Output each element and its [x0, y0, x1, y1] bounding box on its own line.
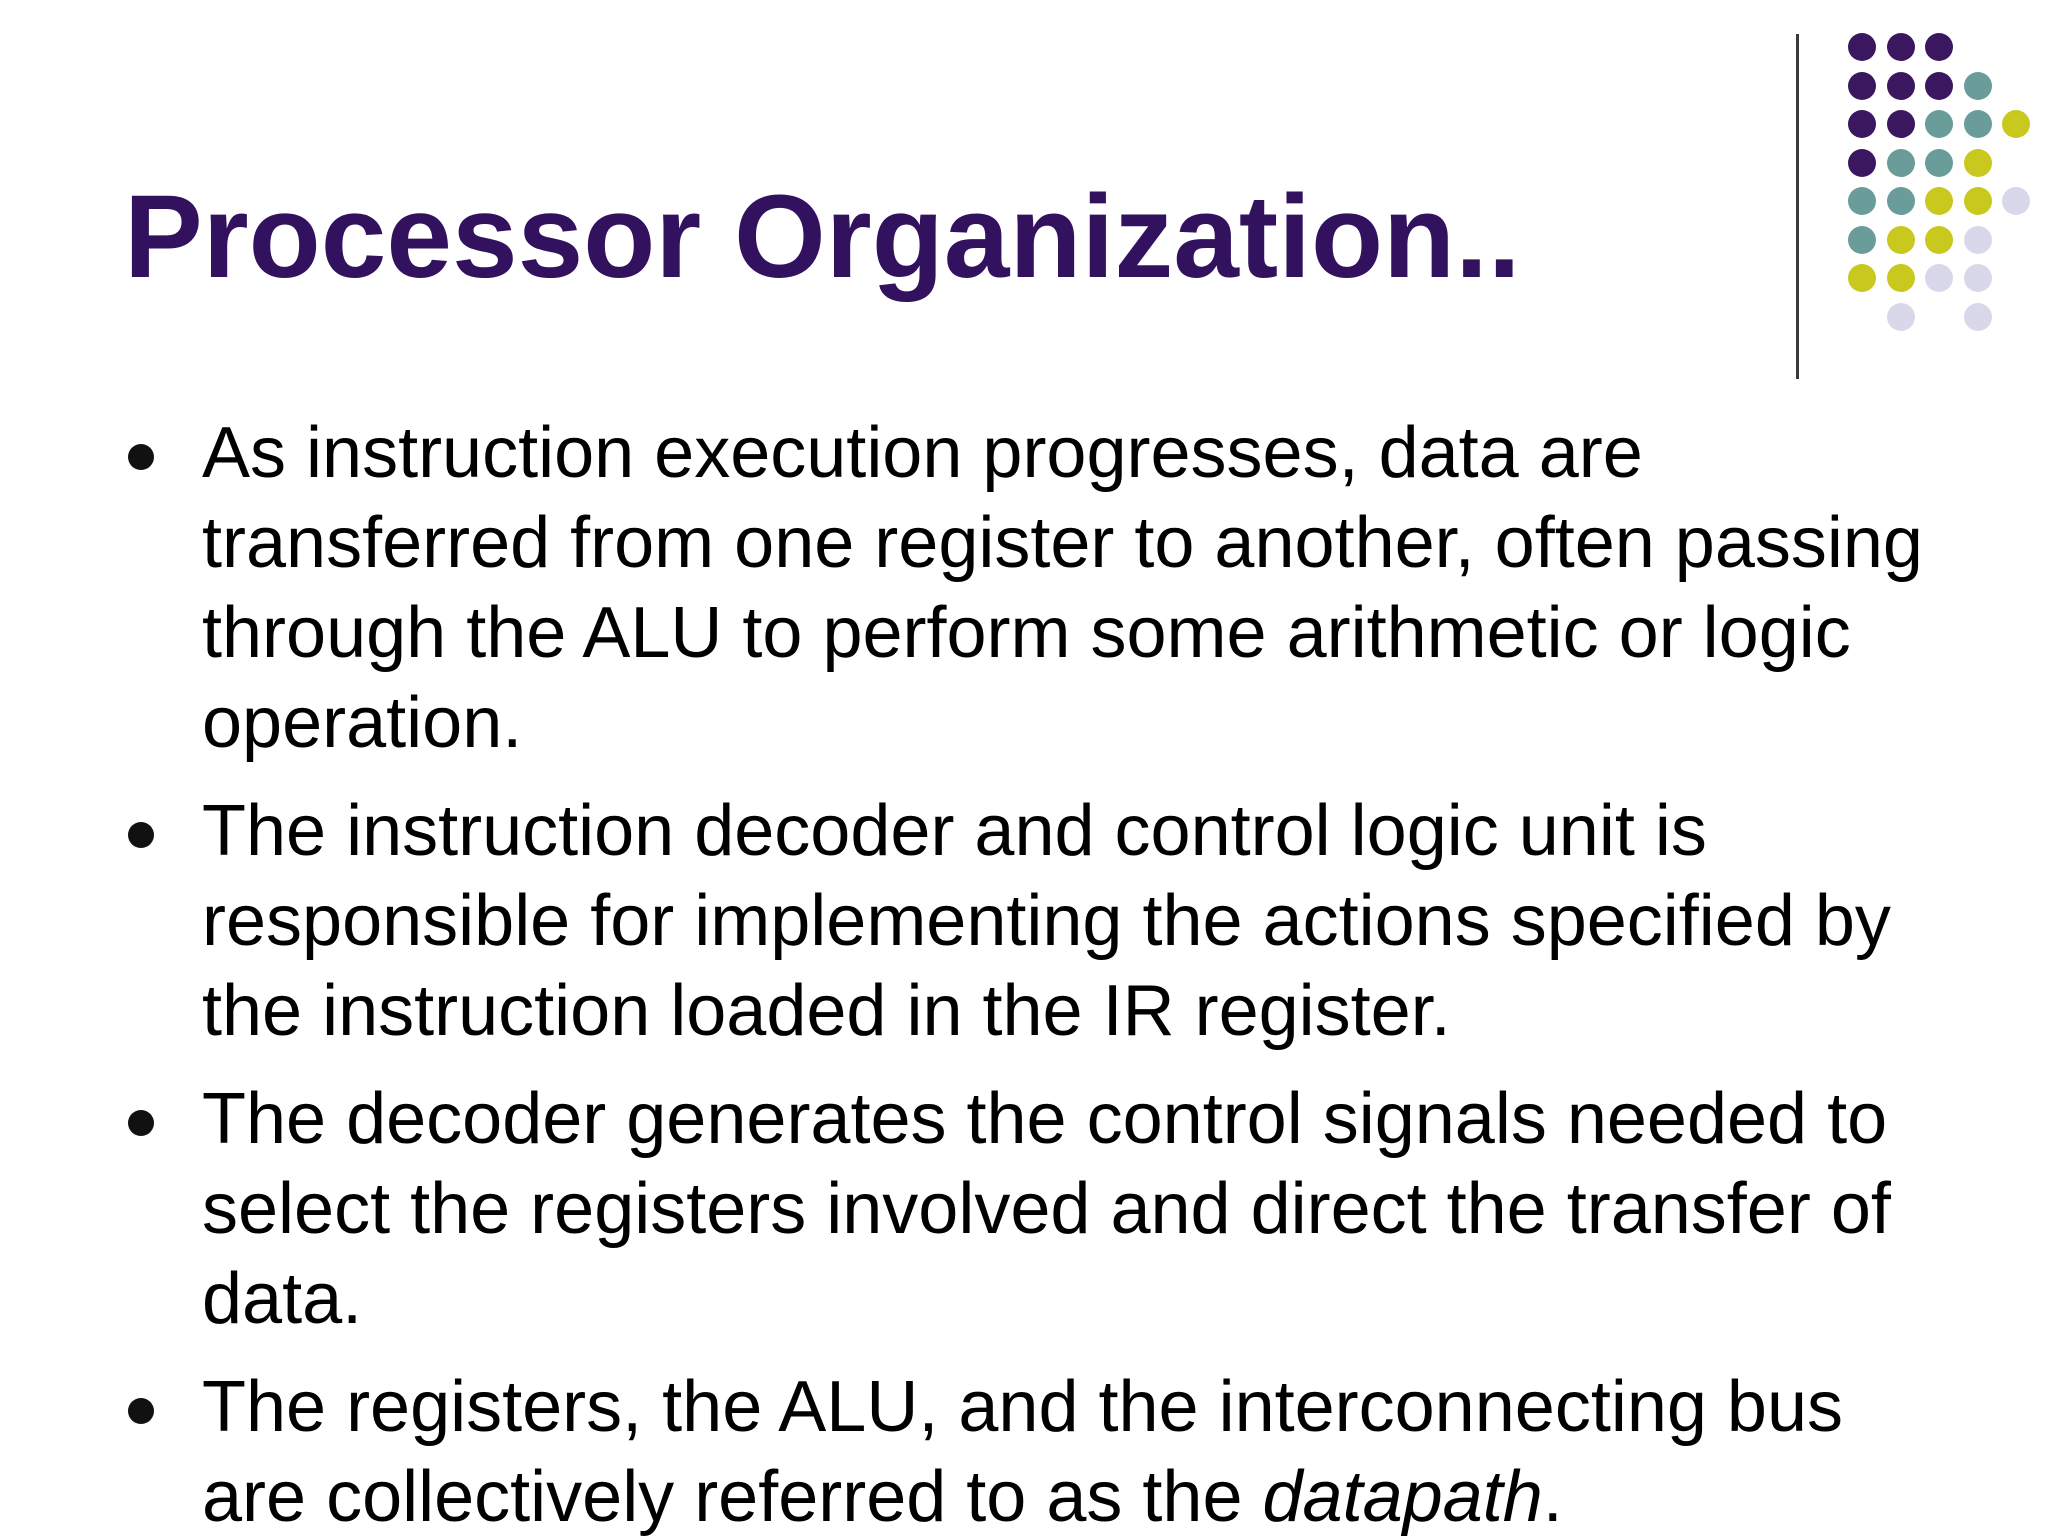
decorative-dot-icon: [1887, 33, 1915, 61]
decorative-dot-icon: [1848, 72, 1876, 100]
decorative-dot-icon: [1964, 226, 1992, 254]
decorative-dot-icon: [1848, 226, 1876, 254]
decorative-dot-icon: [1964, 110, 1992, 138]
bullet-text-main: The registers, the ALU, and the interconnecting bus are collectively referred to as the: [202, 1367, 1843, 1536]
bullet-dot-icon: [128, 1110, 154, 1136]
decorative-dot-icon: [1887, 149, 1915, 177]
decorative-dot-icon: [1848, 187, 1876, 215]
bullet-dot-icon: [128, 822, 154, 848]
decorative-dot-icon: [1925, 110, 1953, 138]
decorative-dot-icon: [1964, 149, 1992, 177]
bullet-text-emphasis: datapath: [1262, 1457, 1543, 1536]
decorative-dot-icon: [1887, 226, 1915, 254]
bullet-text-suffix: .: [1542, 1457, 1563, 1536]
bullet-text: The decoder generates the control signals needed to select the registers involved and direct the transfer of data.: [202, 1079, 1891, 1339]
decorative-dot-icon: [1925, 264, 1953, 292]
decorative-dot-icon: [1925, 226, 1953, 254]
decorative-dot-icon: [1887, 187, 1915, 215]
decorative-dot-icon: [1887, 72, 1915, 100]
bullet-dot-icon: [128, 444, 154, 470]
bullet-text: The instruction decoder and control logic unit is responsible for implementing the actions specified by the instruction loaded in the IR register.: [202, 791, 1891, 1051]
bullet-item: [124, 408, 1954, 768]
decorative-dot-icon: [1887, 110, 1915, 138]
bullet-item: [124, 1074, 1954, 1344]
decorative-dot-icon: [1925, 149, 1953, 177]
decorative-dot-icon: [1964, 303, 1992, 331]
decorative-dot-icon: [1848, 149, 1876, 177]
bullet-text: As instruction execution progresses, data are transferred from one register to another, often passing through the ALU to perform some arithmetic or logic operation.: [202, 413, 1923, 763]
decorative-dot-icon: [1925, 72, 1953, 100]
decorative-dot-icon: [1925, 33, 1953, 61]
decorative-dot-icon: [1848, 33, 1876, 61]
decorative-dot-icon: [1887, 303, 1915, 331]
bullet-list: [124, 408, 1954, 1536]
decorative-dot-icon: [2002, 110, 2030, 138]
decorative-dot-icon: [1848, 264, 1876, 292]
title-divider-line: [1796, 34, 1799, 379]
bullet-text: [202, 1367, 1843, 1536]
bullet-item: [124, 1362, 1954, 1536]
decorative-dot-icon: [1964, 264, 1992, 292]
bullet-item: [124, 786, 1954, 1056]
slide-title: Processor Organization..: [124, 171, 1521, 303]
decorative-dot-icon: [2002, 187, 2030, 215]
decorative-dot-icon: [1848, 110, 1876, 138]
decorative-dot-icon: [1925, 187, 1953, 215]
decorative-dot-icon: [1964, 187, 1992, 215]
decorative-dot-icon: [1887, 264, 1915, 292]
bullet-dot-icon: [128, 1398, 154, 1424]
decorative-dot-icon: [1964, 72, 1992, 100]
